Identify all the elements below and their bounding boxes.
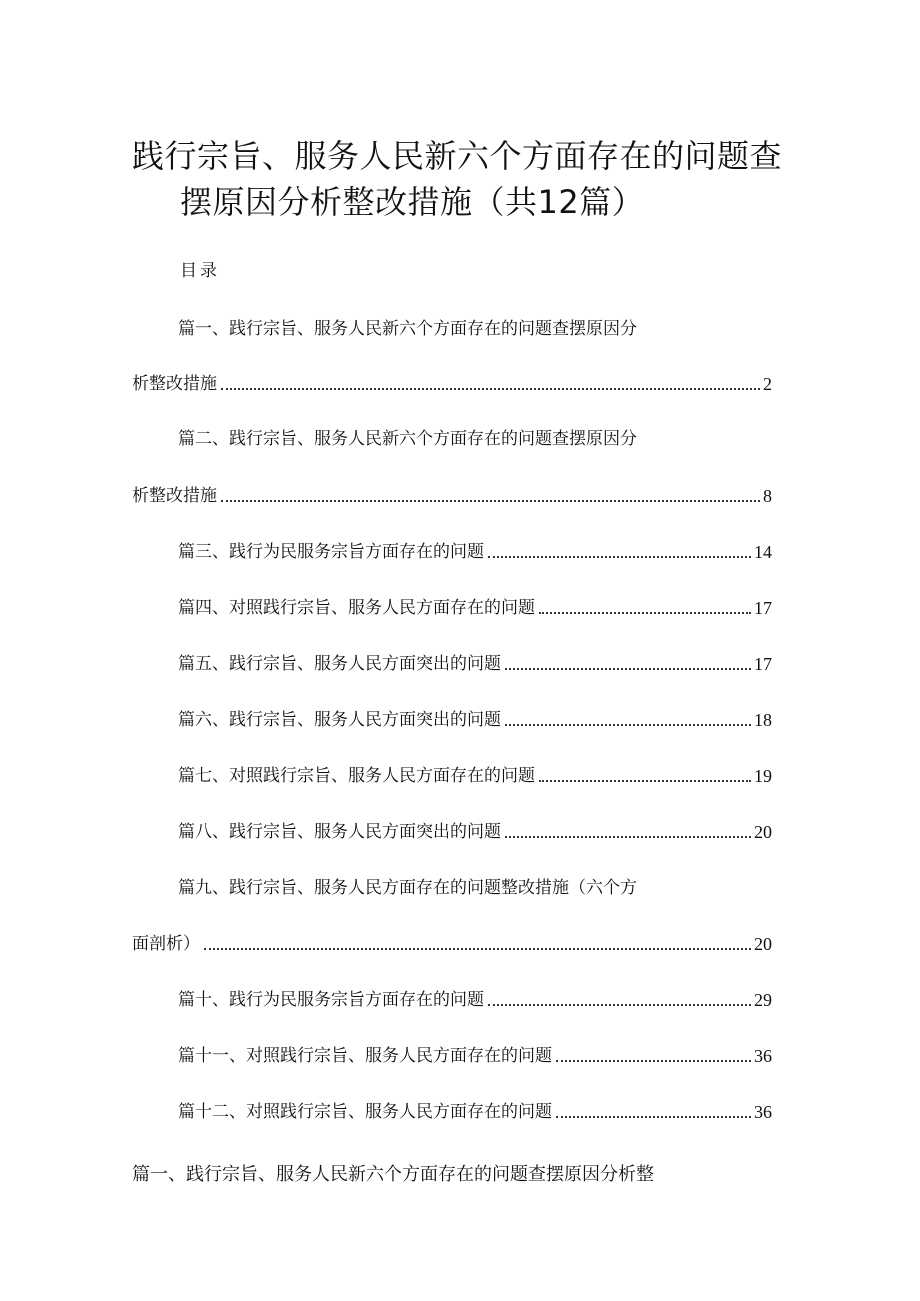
toc-entry-12-text: 篇十二、对照践行宗旨、服务人民方面存在的问题: [178, 1102, 552, 1122]
toc-leader-dots: [204, 948, 751, 950]
toc-entry-8-text: 篇八、践行宗旨、服务人民方面突出的问题: [178, 822, 501, 842]
toc-entry-3[interactable]: [178, 540, 772, 564]
toc-entry-6-text: 篇六、践行宗旨、服务人民方面突出的问题: [178, 710, 501, 730]
toc-leader-dots: [505, 724, 751, 726]
toc-entry-1-page: 2: [763, 374, 772, 394]
toc-entry-9-page: 20: [754, 934, 772, 954]
toc-entry-3-page: 14: [754, 542, 772, 562]
toc-entry-7-page: 19: [754, 766, 772, 786]
toc-entry-12-page: 36: [754, 1102, 772, 1122]
toc-leader-dots: [556, 1060, 751, 1062]
toc-leader-dots: [556, 1116, 751, 1118]
toc-entry-6[interactable]: [178, 708, 772, 732]
toc-entry-9-line-1[interactable]: 篇九、践行宗旨、服务人民方面存在的问题整改措施（六个方: [178, 878, 637, 898]
toc-entry-5[interactable]: [178, 652, 772, 676]
toc-entry-8[interactable]: [178, 820, 772, 844]
toc-entry-1-line-2: 析整改措施: [132, 374, 217, 394]
toc-entry-9-line-2: 面剖析）: [132, 934, 200, 954]
toc-entry-2-page: 8: [763, 486, 772, 506]
toc-leader-dots: [505, 668, 751, 670]
section-heading: 篇一、践行宗旨、服务人民新六个方面存在的问题查摆原因分析整: [132, 1164, 654, 1185]
toc-entry-3-text: 篇三、践行为民服务宗旨方面存在的问题: [178, 542, 484, 562]
toc-entry-12[interactable]: [178, 1100, 772, 1124]
toc-leader-dots: [221, 500, 760, 502]
toc-entry-1[interactable]: [132, 372, 772, 396]
toc-entry-8-page: 20: [754, 822, 772, 842]
toc-entry-10-page: 29: [754, 990, 772, 1010]
toc-entry-10-text: 篇十、践行为民服务宗旨方面存在的问题: [178, 990, 484, 1010]
toc-entry-4-text: 篇四、对照践行宗旨、服务人民方面存在的问题: [178, 598, 535, 618]
toc-entry-4[interactable]: [178, 596, 772, 620]
toc-entry-9[interactable]: [132, 932, 772, 956]
toc-leader-dots: [539, 612, 751, 614]
toc-entry-6-page: 18: [754, 710, 772, 730]
toc-leader-dots: [539, 780, 751, 782]
toc-entry-2-line-2: 析整改措施: [132, 486, 217, 506]
toc-entry-11-text: 篇十一、对照践行宗旨、服务人民方面存在的问题: [178, 1046, 552, 1066]
document-title-line-2: 摆原因分析整改措施（共12篇）: [180, 183, 645, 221]
toc-entry-11-page: 36: [754, 1046, 772, 1066]
toc-entry-2[interactable]: [132, 484, 772, 508]
toc-heading: 目录: [180, 261, 220, 281]
toc-entry-11[interactable]: [178, 1044, 772, 1068]
toc-entry-7-text: 篇七、对照践行宗旨、服务人民方面存在的问题: [178, 766, 535, 786]
toc-entry-10[interactable]: [178, 988, 772, 1012]
toc-leader-dots: [221, 388, 760, 390]
toc-leader-dots: [505, 836, 751, 838]
toc-entry-4-page: 17: [754, 598, 772, 618]
toc-entry-5-page: 17: [754, 654, 772, 674]
toc-entry-5-text: 篇五、践行宗旨、服务人民方面突出的问题: [178, 654, 501, 674]
toc-entry-2-line-1[interactable]: 篇二、践行宗旨、服务人民新六个方面存在的问题查摆原因分: [178, 429, 637, 449]
toc-entry-7[interactable]: [178, 764, 772, 788]
toc-entry-1-line-1[interactable]: 篇一、践行宗旨、服务人民新六个方面存在的问题查摆原因分: [178, 319, 637, 339]
document-title-line-1: 践行宗旨、服务人民新六个方面存在的问题查: [132, 137, 783, 175]
toc-leader-dots: [488, 1004, 751, 1006]
toc-leader-dots: [488, 556, 751, 558]
